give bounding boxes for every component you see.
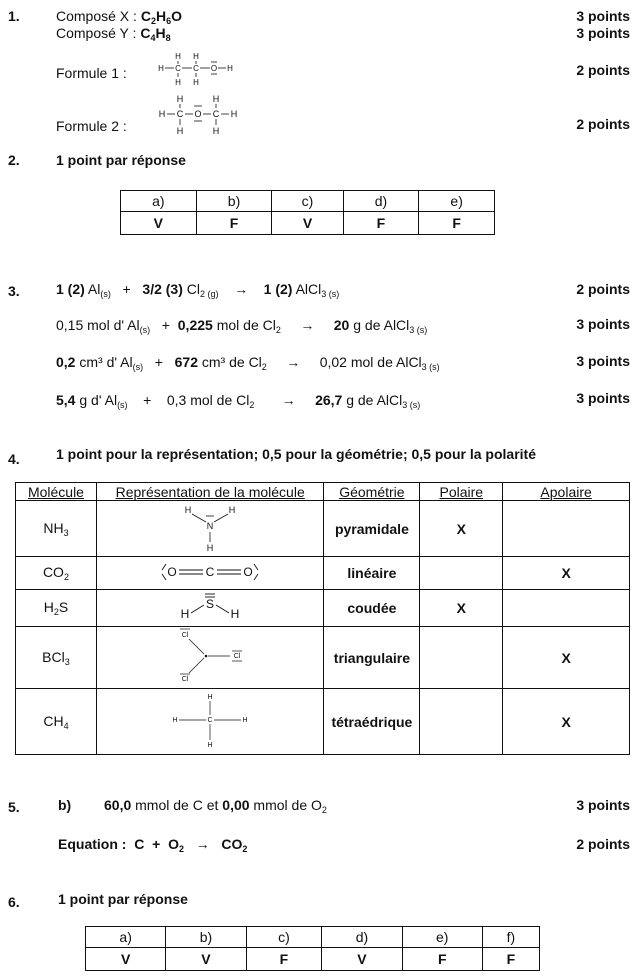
q5-equation-points: 2 points — [576, 836, 630, 852]
svg-text:C: C — [207, 717, 213, 724]
q1-x-points: 3 points — [576, 8, 630, 24]
q6-answer: F — [482, 948, 539, 971]
q6-answer: F — [246, 948, 322, 971]
svg-text:H: H — [207, 694, 213, 701]
svg-text:H: H — [158, 109, 166, 119]
q1-formula1-label: Formule 1 : — [56, 65, 127, 81]
q3-quantities-row: 0,2 cm³ d' $Al_{(s)}$ + 672 cm³ de $Cl_2$ → 0,02 mol de AlCl$_{3 (s)}$ — [56, 354, 440, 372]
svg-text:O: O — [243, 564, 253, 579]
geometry-value: linéaire — [324, 557, 420, 590]
svg-text:C: C — [212, 109, 220, 119]
q6-header: d) — [322, 927, 402, 948]
q2-answer: F — [343, 212, 419, 235]
q2-header: a) — [121, 191, 197, 212]
q1-y-points: 3 points — [576, 25, 630, 41]
q2-number: 2. — [8, 152, 20, 168]
q1-number: 1. — [8, 8, 20, 24]
table-row — [16, 689, 630, 755]
svg-text:H: H — [172, 717, 178, 724]
q4-header: Molécule — [16, 483, 97, 501]
svg-text:C: C — [175, 64, 181, 73]
q1-y-prefix: Composé Y : — [56, 25, 141, 41]
q2-header: e) — [419, 191, 495, 212]
ethanol-structure-drawing — [156, 50, 246, 92]
svg-text:Cl: Cl — [233, 653, 241, 660]
q3-row-points: 3 points — [576, 390, 630, 406]
svg-text:H: H — [175, 52, 181, 61]
q2-answer: V — [272, 212, 343, 235]
molecule-name: $NH_3$ — [16, 501, 97, 557]
co2-structure — [96, 557, 324, 590]
bcl3-structure-drawing — [165, 627, 255, 685]
q6-title: 1 point par réponse — [58, 891, 188, 907]
nh3-structure — [96, 501, 324, 557]
polar-mark — [420, 689, 503, 755]
q2-answer-table — [120, 190, 495, 235]
svg-text:H: H — [230, 606, 240, 621]
ch4-structure-drawing — [165, 690, 255, 750]
svg-text:H: H — [230, 109, 238, 119]
q5-equation: Equation : $C + O_2$ → $CO_2$ — [58, 836, 248, 854]
q1-x-formula: $C_2H_6O$ — [140, 8, 182, 26]
table-row — [16, 590, 630, 627]
polar-mark: X — [420, 590, 503, 627]
svg-text:O: O — [210, 64, 218, 73]
apolar-mark: X — [503, 557, 630, 590]
molecule-name: $CO_2$ — [16, 557, 97, 590]
geometry-value: tétraédrique — [324, 689, 420, 755]
q3-number: 3. — [8, 283, 20, 299]
q4-header: Représentation de la molécule — [96, 483, 324, 501]
q4-header: Polaire — [420, 483, 503, 501]
svg-text:O: O — [194, 109, 202, 119]
co2-structure-drawing — [160, 560, 260, 584]
svg-text:S: S — [206, 596, 215, 611]
polar-mark — [420, 557, 503, 590]
svg-text:C: C — [205, 564, 215, 579]
q3-row-points: 2 points — [576, 281, 630, 297]
polar-mark: X — [420, 501, 503, 557]
apolar-mark: X — [503, 689, 630, 755]
svg-text:H: H — [184, 505, 192, 515]
svg-text:H: H — [212, 94, 220, 104]
h2s-structure — [96, 590, 324, 627]
q5-points: 3 points — [576, 797, 630, 813]
svg-text:H: H — [242, 717, 248, 724]
svg-text:H: H — [228, 505, 236, 515]
q3-row-points: 3 points — [576, 353, 630, 369]
svg-text:H: H — [227, 64, 233, 73]
q1-compound-y — [56, 25, 171, 43]
apolar-mark — [503, 590, 630, 627]
q3-quantities-row: 5,4 g d' $Al_{(s)}$ + 0,3 mol de $Cl_2$ → 26,7 g de AlCl$_{3 (s)}$ — [56, 392, 421, 410]
dimethyl-ether-structure-drawing — [156, 92, 246, 142]
q6-header: b) — [166, 927, 246, 948]
q1-formula2-points: 2 points — [576, 116, 630, 132]
svg-text:H: H — [193, 78, 199, 87]
q1-y-formula: $C_4H_8$ — [140, 25, 171, 43]
q4-header: Apolaire — [503, 483, 630, 501]
svg-text:O: O — [167, 564, 177, 579]
q3-quantities-row: 0,15 mol d' $Al_{(s)}$ + 0,225 mol de $Cl_2$ → 20 g de AlCl$_{3 (s)}$ — [56, 317, 428, 335]
h2s-structure-drawing — [175, 591, 245, 623]
q2-header: b) — [196, 191, 272, 212]
table-row — [16, 501, 630, 557]
q6-answer: V — [322, 948, 402, 971]
q4-number: 4. — [8, 451, 20, 467]
q6-number: 6. — [8, 894, 20, 910]
q4-header: Géométrie — [324, 483, 420, 501]
ch4-structure — [96, 689, 324, 755]
svg-text:H: H — [207, 742, 213, 749]
q1-x-prefix: Composé X : — [56, 8, 141, 24]
q2-answer: F — [196, 212, 272, 235]
geometry-value: coudée — [324, 590, 420, 627]
q2-header: d) — [343, 191, 419, 212]
svg-text:H: H — [175, 78, 181, 87]
svg-text:H: H — [180, 606, 190, 621]
q5-answer: 60,0 mmol de C et 0,00 mmol de $O_2$ — [104, 797, 327, 815]
molecule-name: $CH_4$ — [16, 689, 97, 755]
geometry-value: triangulaire — [324, 627, 420, 689]
svg-text:N: N — [206, 521, 214, 531]
q6-answer-table — [85, 926, 540, 971]
q1-formula2-label: Formule 2 : — [56, 118, 127, 134]
apolar-mark: X — [503, 627, 630, 689]
nh3-structure-drawing — [170, 501, 250, 553]
q6-answer: F — [402, 948, 482, 971]
apolar-mark — [503, 501, 630, 557]
molecule-name: $H_2S$ — [16, 590, 97, 627]
molecule-name: BCl$_3$ — [16, 627, 97, 689]
q6-answer: V — [86, 948, 166, 971]
q3-equation-row: 1 (2) $Al_{(s)}$ + 3/2 (3) $Cl_{2 (g)}$ → 1 (2) AlCl$_{3 (s)}$ — [56, 281, 340, 299]
q6-header: e) — [402, 927, 482, 948]
q5-letter: b) — [58, 797, 72, 813]
q1-formula1-points: 2 points — [576, 62, 630, 78]
q3-row-points: 3 points — [576, 316, 630, 332]
svg-text:C: C — [193, 64, 199, 73]
q2-header: c) — [272, 191, 343, 212]
q4-molecule-table — [15, 482, 630, 755]
q6-answer: V — [166, 948, 246, 971]
q2-answer: F — [419, 212, 495, 235]
geometry-value: pyramidale — [324, 501, 420, 557]
svg-text:H: H — [176, 126, 184, 136]
svg-text:Cl: Cl — [181, 632, 189, 639]
table-row — [16, 557, 630, 590]
q1-compound-x — [56, 8, 182, 26]
svg-text:H: H — [212, 126, 220, 136]
svg-text:H: H — [206, 543, 214, 553]
svg-text:Cl: Cl — [181, 676, 189, 683]
svg-text:H: H — [158, 64, 164, 73]
table-row — [16, 627, 630, 689]
q5-number: 5. — [8, 799, 20, 815]
svg-text:C: C — [176, 109, 184, 119]
q6-header: c) — [246, 927, 322, 948]
q2-answer: V — [121, 212, 197, 235]
polar-mark — [420, 627, 503, 689]
bcl3-structure — [96, 627, 324, 689]
svg-text:H: H — [193, 52, 199, 61]
q6-header: a) — [86, 927, 166, 948]
q2-title: 1 point par réponse — [56, 152, 186, 168]
q6-header: f) — [482, 927, 539, 948]
svg-text:H: H — [176, 94, 184, 104]
q4-title: 1 point pour la représentation; 0,5 pour la géométrie; 0,5 pour la polarité — [56, 446, 536, 462]
